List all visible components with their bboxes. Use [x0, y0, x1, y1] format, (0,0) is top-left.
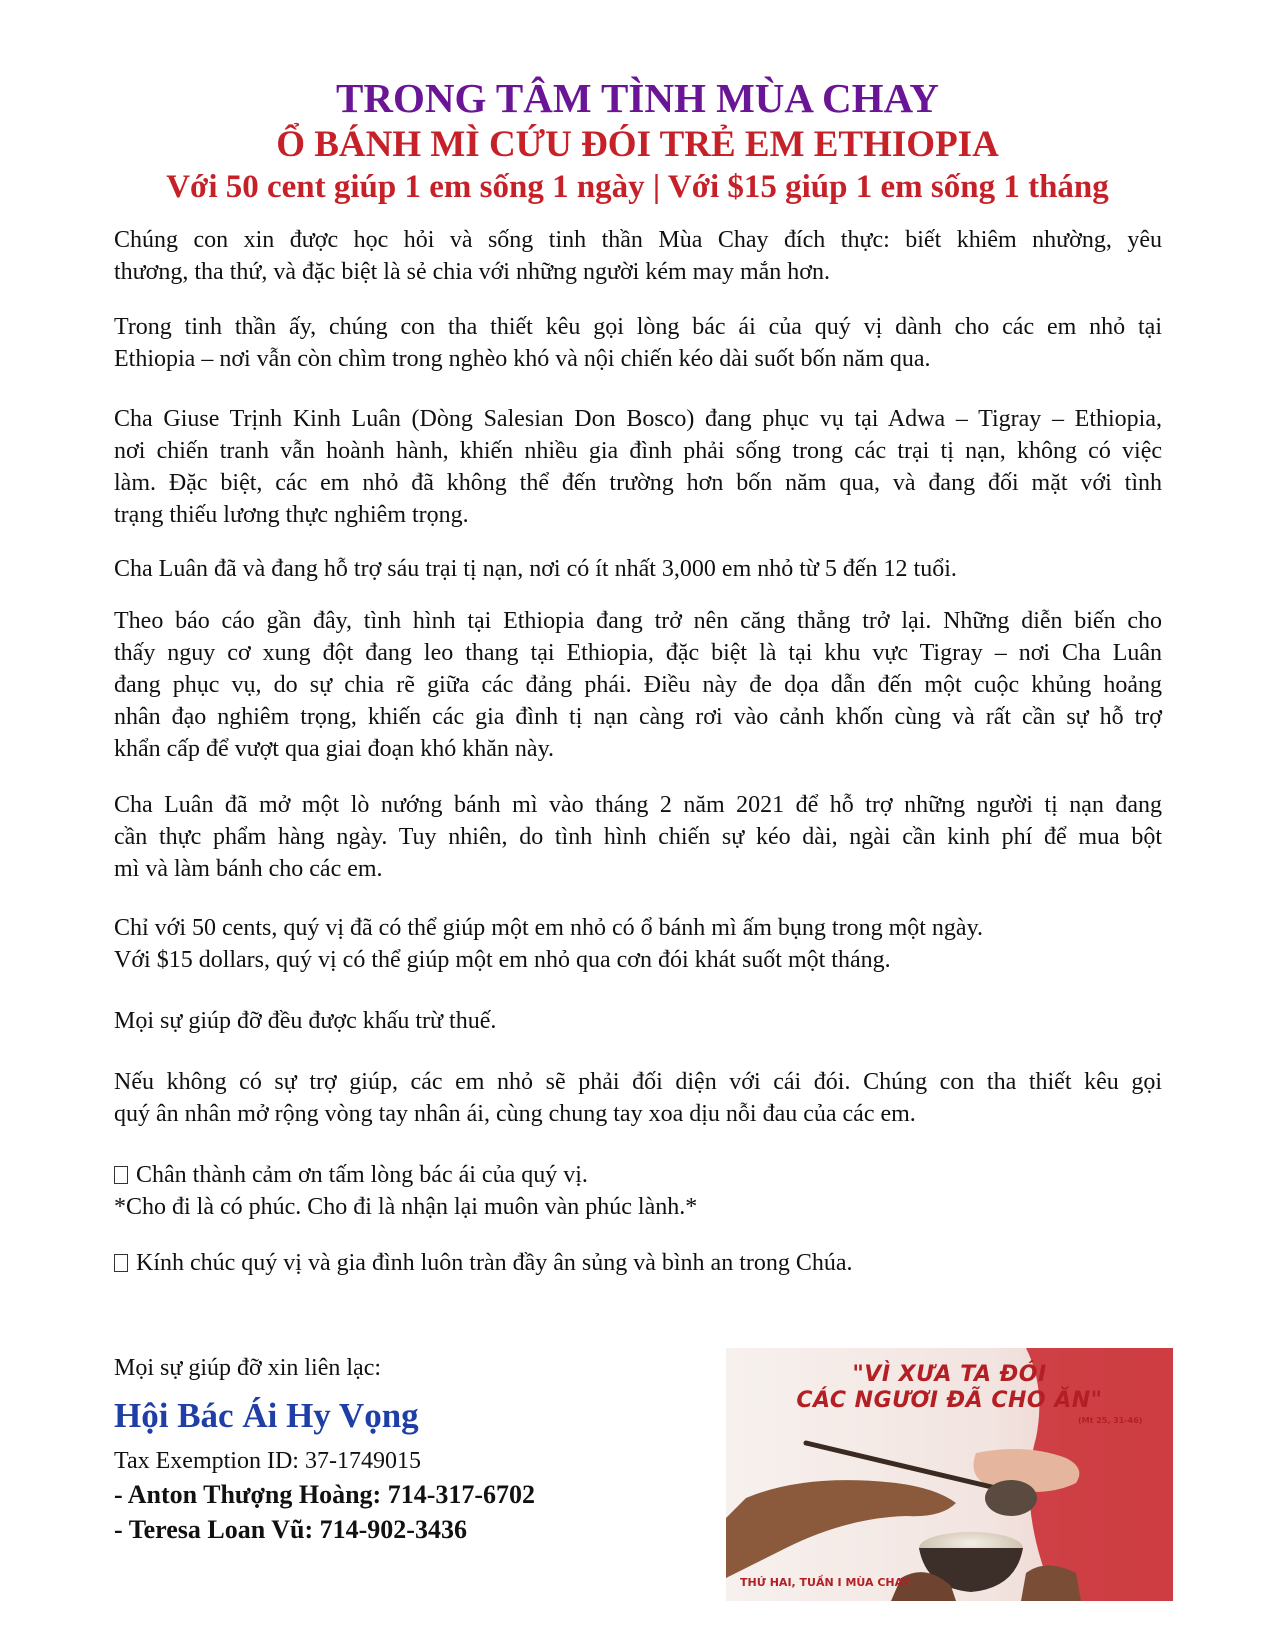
paragraph-line: Ethiopia – nơi vẫn còn chìm trong nghèo khó và nội chiến kéo dài suốt bốn năm qua.	[114, 346, 931, 372]
paragraph-line: đang phục vụ, do sự chia rẽ giữa các đảng phái. Điều này đe dọa dẫn đến một cuộc khủng hoảng	[114, 672, 1162, 698]
paragraph-bakery	[114, 789, 1162, 885]
paragraph-line: thương, tha thứ, và đặc biệt là sẻ chia với những người kém may mắn hơn.	[114, 259, 830, 285]
contact-phone-teresa: - Teresa Loan Vũ: 714-902-3436	[114, 1515, 467, 1544]
paragraph-line: Cha Luân đã mở một lò nướng bánh mì vào tháng 2 năm 2021 để hỗ trợ những người tị nạn đang	[114, 792, 1162, 818]
paragraph-line: nơi chiến tranh vẫn hoành hành, khiến nhiều gia đình phải sống trong các trại tị nạn, không có việc	[114, 438, 1162, 464]
paragraph-line: Với $15 dollars, quý vị có thể giúp một em nhỏ qua cơn đói khát suốt một tháng.	[114, 947, 891, 973]
paragraph-closing-appeal	[114, 1066, 1162, 1130]
paragraph-camps	[114, 553, 1162, 585]
paragraph-line: Theo báo cáo gần đây, tình hình tại Ethiopia đang trở nên căng thẳng trở lại. Những diễn biến cho	[114, 608, 1162, 634]
paragraph-line: khẩn cấp để vượt qua giai đoạn khó khăn này.	[114, 736, 555, 762]
paragraph-tax	[114, 1005, 1162, 1037]
paragraph-father-luan	[114, 403, 1162, 531]
tax-exemption-id: Tax Exemption ID: 37-1749015	[114, 1448, 421, 1474]
ladle-cup	[985, 1480, 1037, 1516]
paragraph-line: Nếu không có sự trợ giúp, các em nhỏ sẽ phải đối diện với cái đói. Chúng con tha thiết kêu gọi	[114, 1069, 1162, 1095]
poster-caption-line2: CÁC NGƯƠI ĐÃ CHO ĂN"	[796, 1388, 1103, 1413]
blessing-text: Kính chúc quý vị và gia đình luôn tràn đầy ân sủng và bình an trong Chúa.	[136, 1250, 853, 1276]
paragraph-line: nhân đạo nghiêm trọng, khiến các gia đình tị nạn càng rơi vào cảnh khốn cùng và rất cần sự hỗ trợ	[114, 704, 1162, 730]
page-title: TRONG TÂM TÌNH MÙA CHAY	[336, 75, 939, 121]
paragraph-line: *Cho đi là có phúc. Cho đi là nhận lại muôn vàn phúc lành.*	[114, 1194, 698, 1220]
paragraph-line: mì và làm bánh cho các em.	[114, 856, 383, 882]
page-tagline: Với 50 cent giúp 1 em sống 1 ngày | Với $15 giúp 1 em sống 1 tháng	[166, 169, 1109, 205]
paragraph-line	[114, 1159, 1162, 1191]
paragraph-donation-amounts	[114, 912, 1162, 976]
poster-citation: (Mt 25, 31-46)	[1078, 1416, 1143, 1425]
page-subtitle: Ổ BÁNH MÌ CỨU ĐÓI TRẺ EM ETHIOPIA	[276, 124, 999, 165]
paragraph-line: cần thực phẩm hàng ngày. Tuy nhiên, do tình hình chiến sự kéo dài, ngài cần kinh phí để mua bột	[114, 824, 1162, 850]
paragraph-appeal	[114, 311, 1162, 375]
lent-poster-image	[726, 1348, 1173, 1601]
paragraph-line	[114, 1247, 1162, 1279]
paragraph-blessing	[114, 1247, 1162, 1279]
poster-caption	[726, 1362, 1173, 1414]
poster-caption-line1: "VÌ XƯA TA ĐÓI	[852, 1362, 1047, 1387]
paragraph-line: Chỉ với 50 cents, quý vị đã có thể giúp một em nhỏ có ổ bánh mì ấm bụng trong một ngày.	[114, 915, 984, 941]
paragraph-line: quý ân nhân mở rộng vòng tay nhân ái, cùng chung tay xoa dịu nỗi đau của các em.	[114, 1101, 916, 1127]
checkbox-glyph-icon	[114, 1254, 128, 1272]
organization-name: Hội Bác Ái Hy Vọng	[114, 1396, 419, 1435]
paragraph-thanks	[114, 1159, 1162, 1223]
thanks-text: Chân thành cảm ơn tấm lòng bác ái của quý vị.	[136, 1162, 588, 1188]
checkbox-glyph-icon	[114, 1166, 128, 1184]
paragraph-line: Chúng con xin được học hỏi và sống tinh thần Mùa Chay đích thực: biết khiêm nhường, yêu	[114, 227, 1162, 253]
paragraph-line: Cha Giuse Trịnh Kinh Luân (Dòng Salesian Don Bosco) đang phục vụ tại Adwa – Tigray – Ethiopia,	[114, 406, 1162, 432]
paragraph-intro	[114, 224, 1162, 288]
paragraph-line: thấy nguy cơ xung đột đang leo thang tại Ethiopia, đặc biệt là tại khu vực Tigray – nơi Cha Luân	[114, 640, 1162, 666]
paragraph-line: Mọi sự giúp đỡ đều được khấu trừ thuế.	[114, 1008, 497, 1034]
paragraph-report	[114, 605, 1162, 765]
paragraph-line: Trong tinh thần ấy, chúng con tha thiết kêu gọi lòng bác ái của quý vị dành cho các em nhỏ tại	[114, 314, 1162, 340]
paragraph-line: Cha Luân đã và đang hỗ trợ sáu trại tị nạn, nơi có ít nhất 3,000 em nhỏ từ 5 đến 12 tuổi.	[114, 556, 957, 582]
poster-footer: THỨ HAI, TUẦN I MÙA CHAY	[740, 1576, 911, 1589]
contact-phone-anton: - Anton Thượng Hoàng: 714-317-6702	[114, 1480, 536, 1509]
contact-label: Mọi sự giúp đỡ xin liên lạc:	[114, 1355, 382, 1381]
paragraph-line: làm. Đặc biệt, các em nhỏ đã không thể đến trường hơn bốn năm qua, và đang đối mặt với tình	[114, 470, 1162, 496]
paragraph-line: trạng thiếu lương thực nghiêm trọng.	[114, 502, 469, 528]
